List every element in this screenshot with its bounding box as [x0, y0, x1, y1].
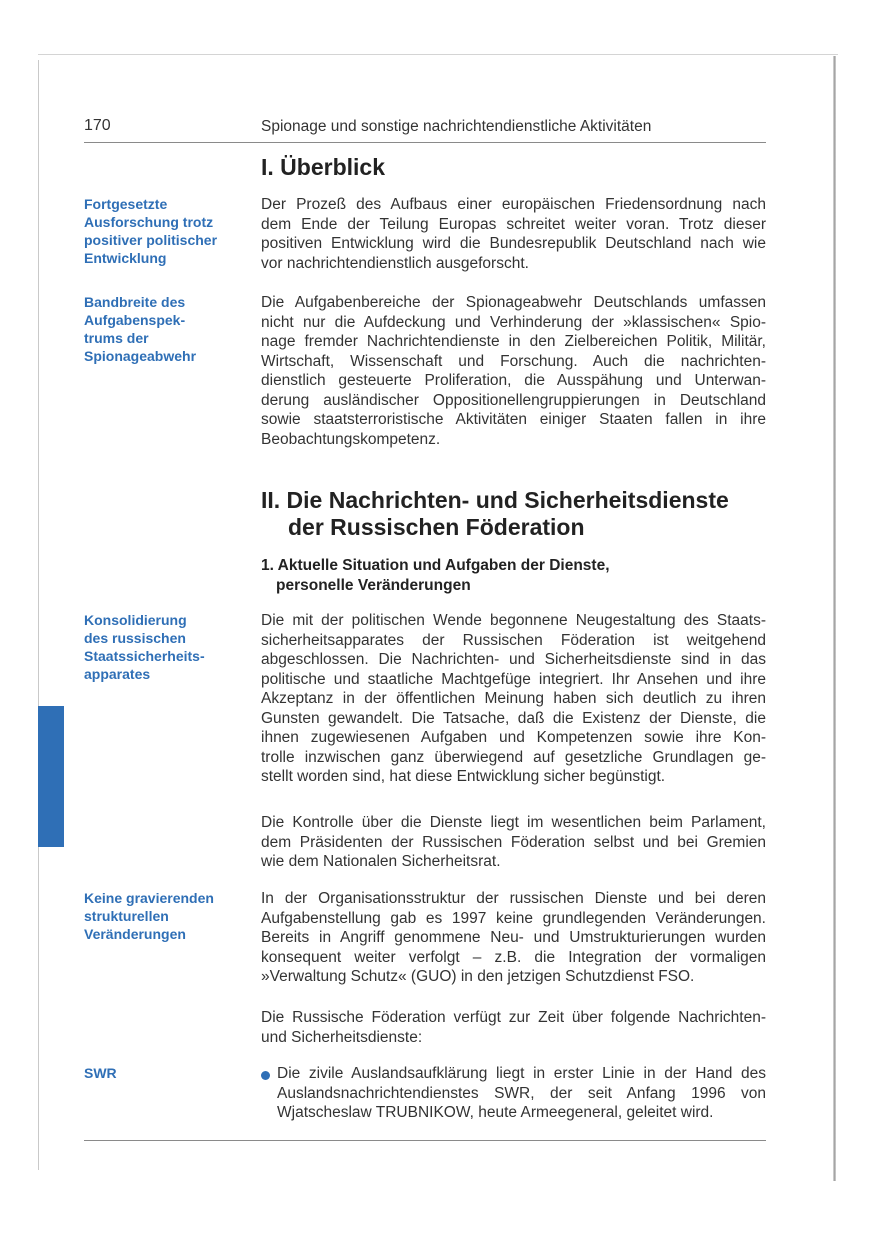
text-line: abgeschlossen. Die Nachrichten- und Sicherheitsdienste sind in das: [261, 651, 766, 668]
text-line: dienstlich gesteuerte Proliferation, die Ausspähung und Unterwan-: [261, 372, 766, 389]
text-line: Wjatscheslaw TRUBNIKOW, heute Armeegeneral, geleitet wird.: [277, 1104, 714, 1121]
section-heading-nachrichtendienste: II. Die Nachrichten- und Sicherheitsdienste: [261, 487, 729, 513]
text-line: nicht nur die Aufdeckung und Verhinderung der »klassischen« Spio-: [261, 313, 766, 331]
page-number: 170: [84, 117, 111, 134]
text-line: Die mit der politischen Wende begonnene Neugestaltung des Staats-: [261, 612, 766, 629]
text-line: positiven Entwicklung wird die Bundesrepublik Deutschland nach wie: [261, 235, 766, 252]
margin-note-line: Konsolidierung: [84, 612, 187, 628]
section-heading-nachrichtendienste-line2: der Russischen Föderation: [288, 514, 585, 540]
text-line: Die Russische Föderation verfügt zur Zeit über folgende Nachrichten-: [261, 1009, 766, 1026]
margin-note-line: trums der: [84, 330, 149, 346]
paragraph: [261, 889, 766, 987]
paragraph: [261, 611, 766, 787]
text-line: Akzeptanz in der öffentlichen Meinung haben sich deutlich zu ihren: [261, 690, 766, 707]
text-line: In der Organisationsstruktur der russischen Dienste und bei deren: [261, 890, 766, 907]
margin-note-line: Keine gravierenden: [84, 890, 214, 906]
text-line: Gunsten gewandelt. Die Tatsache, daß die Existenz der Dienste, die: [261, 709, 766, 727]
margin-note-line: Aufgabenspek-: [84, 312, 186, 328]
margin-note-line: Entwicklung: [84, 250, 167, 266]
margin-note-line: des russischen: [84, 630, 186, 646]
bullet-icon: [261, 1071, 270, 1080]
margin-note-konsolidierung: [84, 611, 244, 683]
margin-note-line: strukturellen: [84, 908, 169, 924]
margin-note-line: apparates: [84, 666, 151, 682]
text-line: Wirtschaft, Wissenschaft und Forschung. Auch die nachrichten-: [261, 352, 766, 370]
margin-note-swr: [84, 1064, 244, 1082]
text-line: und Sicherheitsdienste:: [261, 1028, 423, 1046]
text-line: trolle inzwischen ganz überwiegend auf gesetzliche Grundlagen ge-: [261, 748, 766, 766]
margin-note-line: Fortgesetzte: [84, 196, 168, 212]
text-line: nage fremder Nachrichtendienste in den Zielbereichen Politik, Militär,: [261, 333, 766, 350]
text-line: Der Prozeß des Aufbaus einer europäischen Friedensordnung nach: [261, 196, 766, 213]
text-line: sicherheitsapparates der Russischen Föderation ist weitgehend: [261, 631, 766, 649]
text-line: »Verwaltung Schutz« (GUO) in den jetzigen Schutzdienst FSO.: [261, 968, 695, 985]
footer-rule: [84, 1140, 766, 1141]
text-line: konsequent weiter verfolgt – z.B. die Integration der vormaligen: [261, 948, 766, 966]
margin-note-line: Bandbreite des: [84, 294, 186, 310]
margin-note-line: Veränderungen: [84, 926, 186, 942]
text-line: derung ausländischer Oppositionellengruppierungen in Deutschland: [261, 391, 766, 409]
margin-note-line: Staatssicherheits-: [84, 648, 205, 664]
text-line: Aufgabenstellung gab es 1997 keine grundlegenden Veränderungen.: [261, 909, 766, 927]
text-line: wie dem Nationalen Sicherheitsrat.: [261, 853, 501, 870]
paragraph: [261, 195, 766, 273]
margin-note-keine-veraenderungen: [84, 889, 244, 943]
section-heading-ueberblick: I. Überblick: [261, 154, 385, 180]
text-line: stellt worden sind, hat diese Entwicklung sicher begünstigt.: [261, 768, 666, 785]
margin-note-line: Spionageabwehr: [84, 348, 197, 364]
text-line: Auslandsnachrichtendienstes SWR, der seit Anfang 1996 von: [277, 1084, 766, 1102]
margin-note-line: Ausforschung trotz: [84, 214, 214, 230]
text-line: sowie staatsterroristische Aktivitäten einiger Staaten fallen in ihre: [261, 411, 766, 428]
running-header: Spionage und sonstige nachrichtendienstliche Aktivitäten: [261, 118, 652, 135]
margin-note-line: SWR: [84, 1065, 117, 1081]
text-line: ihnen zugewiesenen Aufgaben und Kompetenzen sowie ihre Kon-: [261, 729, 766, 746]
text-line: Die Aufgabenbereiche der Spionageabwehr Deutschlands umfassen: [261, 294, 766, 311]
subsection-heading: 1. Aktuelle Situation und Aufgaben der Dienste,: [261, 557, 610, 574]
text-line: Beobachtungskompetenz.: [261, 430, 441, 448]
text-line: Die Kontrolle über die Dienste liegt im wesentlichen beim Parlament,: [261, 814, 766, 831]
bullet-text: [277, 1064, 766, 1123]
text-line: dem Ende der Teilung Europas schreitet weiter voran. Trotz dieser: [261, 215, 766, 233]
text-line: politische und staatliche Machtgefüge integriert. Ihr Ansehen und ihre: [261, 670, 766, 688]
header-rule: [84, 142, 766, 143]
chapter-tab-marker: [38, 706, 64, 847]
scan-edge-top: [38, 54, 838, 55]
text-line: vor nachrichtendienstlich ausgeforscht.: [261, 254, 529, 272]
text-line: dem Präsidenten der Russischen Föderation selbst und bei Gremien: [261, 833, 766, 851]
margin-note-line: positiver politischer: [84, 232, 218, 248]
margin-note-bandbreite: [84, 293, 244, 365]
margin-note-fortgesetzte: [84, 195, 244, 267]
scan-edge-right: [833, 56, 836, 1181]
scan-edge-left: [38, 60, 39, 1170]
text-line: Bereits in Angriff genommene Neu- und Umstrukturierungen wurden: [261, 929, 766, 946]
subsection-heading-line2: personelle Veränderungen: [276, 577, 471, 594]
paragraph: [261, 813, 766, 872]
text-line: Die zivile Auslandsaufklärung liegt in erster Linie in der Hand des: [277, 1065, 766, 1082]
paragraph: [261, 1008, 766, 1047]
paragraph: [261, 293, 766, 449]
